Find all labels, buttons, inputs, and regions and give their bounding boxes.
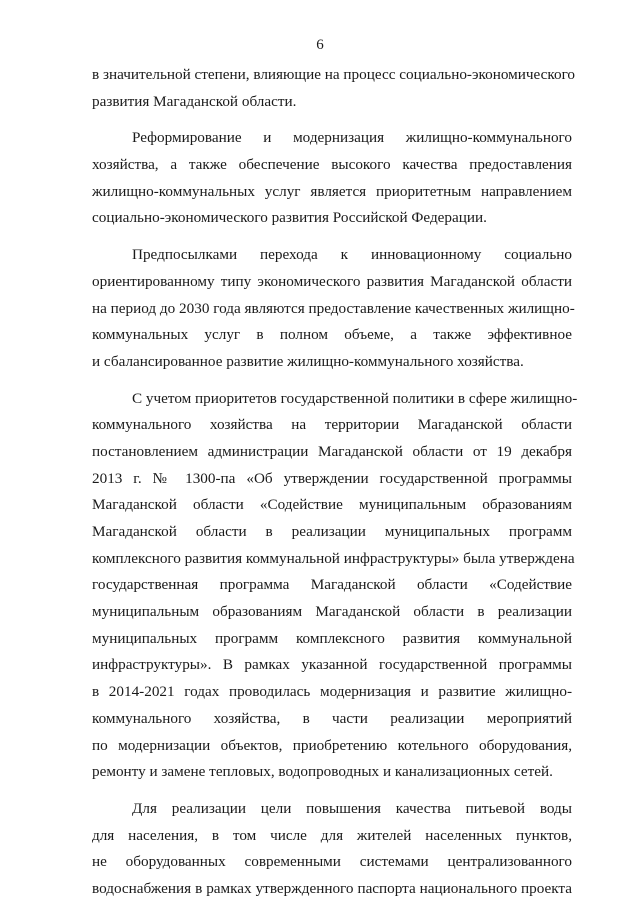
text-line: в 2014-2021 годах проводилась модернизация и развитие жилищно- bbox=[92, 683, 572, 701]
paragraph bbox=[92, 62, 576, 115]
text-line: и сбалансированное развитие жилищно-коммунального хозяйства. bbox=[92, 352, 524, 370]
text-line: социально-экономического развития Российской Федерации. bbox=[92, 209, 487, 227]
text-line: С учетом приоритетов государственной политики в сфере жилищно- bbox=[132, 389, 578, 407]
text-line: 2013 г. № 1300-па «Об утверждении государственной программы bbox=[92, 469, 572, 487]
text-line: Магаданской области «Содействие муниципальным образованиям bbox=[92, 496, 572, 514]
text-line: комплексного развития коммунальной инфраструктуры» была утверждена bbox=[92, 549, 575, 567]
text-line: жилищно-коммунальных услуг является приоритетным направлением bbox=[92, 182, 572, 200]
text-line: на период до 2030 года являются предоставление качественных жилищно- bbox=[92, 299, 575, 317]
document-body bbox=[92, 62, 578, 903]
text-line: хозяйства, а также обеспечение высокого качества предоставления bbox=[92, 156, 572, 174]
text-line: Предпосылками перехода к инновационному социально bbox=[132, 246, 572, 264]
text-line: развития Магаданской области. bbox=[92, 92, 297, 110]
page-number: 6 bbox=[316, 37, 324, 53]
text-line: Реформирование и модернизация жилищно-коммунального bbox=[132, 129, 572, 147]
text-line: не оборудованных современными системами централизованного bbox=[92, 853, 572, 871]
paragraph bbox=[92, 386, 578, 786]
text-line: инфраструктуры». В рамках указанной государственной программы bbox=[92, 656, 572, 674]
text-line: для населения, в том числе для жителей населенных пунктов, bbox=[92, 826, 572, 844]
text-line: ориентированному типу экономического развития Магаданской области bbox=[92, 272, 572, 290]
text-line: в значительной степени, влияющие на процесс социально-экономического bbox=[92, 66, 576, 83]
text-line: постановлением администрации Магаданской области от 19 декабря bbox=[92, 442, 572, 460]
text-line: коммунального хозяйства, в части реализации мероприятий bbox=[92, 709, 572, 727]
text-line: Для реализации цели повышения качества питьевой воды bbox=[132, 799, 572, 817]
text-line: коммунальных услуг в полном объеме, а также эффективное bbox=[92, 326, 572, 344]
paragraph bbox=[92, 242, 575, 375]
text-line: водоснабжения в рамках утвержденного паспорта национального проекта bbox=[92, 879, 572, 897]
text-line: государственная программа Магаданской области «Содействие bbox=[92, 576, 572, 594]
text-line: муниципальных программ комплексного развития коммунальной bbox=[92, 629, 572, 647]
text-line: Магаданской области в реализации муниципальных программ bbox=[92, 523, 572, 540]
text-line: коммунального хозяйства на территории Магаданской области bbox=[92, 416, 572, 434]
text-line: ремонту и замене тепловых, водопроводных и канализационных сетей. bbox=[92, 763, 553, 781]
text-line: муниципальным образованиям Магаданской области в реализации bbox=[92, 603, 572, 621]
paragraph bbox=[92, 796, 572, 903]
text-line: по модернизации объектов, приобретению котельного оборудования, bbox=[92, 736, 572, 754]
paragraph bbox=[92, 125, 572, 232]
